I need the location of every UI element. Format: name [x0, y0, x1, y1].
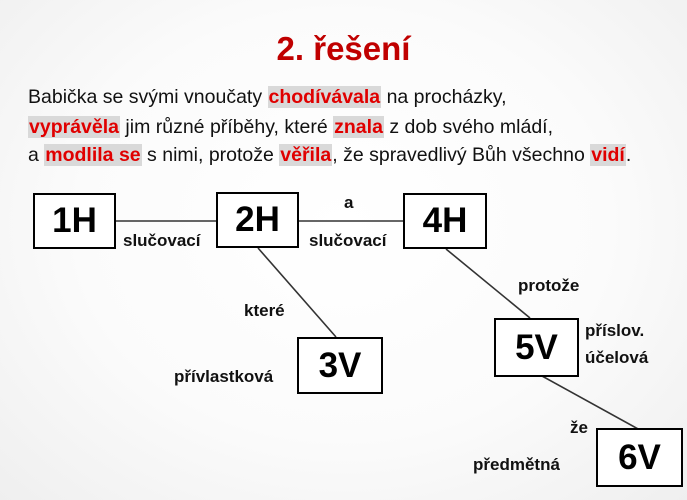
relation-label-2h-4h: slučovací [309, 231, 387, 250]
sentence-text: na procházky, [381, 86, 507, 108]
sentence-text: s nimi, protože [141, 144, 280, 166]
connector-5v-6v [542, 376, 640, 430]
clause-box-5v: 5V [494, 318, 579, 377]
sentence-text: z dob svého mládí, [383, 116, 554, 138]
clause-box-1h: 1H [33, 193, 116, 249]
clause-box-6v: 6V [596, 428, 683, 487]
clause-box-3v: 3V [297, 337, 383, 394]
conjunction-label-ze: že [570, 418, 588, 437]
highlighted-verb: chodívávala [268, 86, 381, 108]
connector-2h-3v [258, 248, 336, 337]
sentence-text: , že spravedlivý Bůh všechno [332, 144, 591, 166]
relation-label-5v-line2: účelová [585, 348, 649, 367]
highlighted-verb: vidí [591, 144, 625, 166]
relation-label-5v-line1: příslov. [585, 321, 645, 340]
sentence-text: a [28, 144, 45, 166]
relation-label-3v: přívlastková [174, 367, 274, 386]
slide-title: 2. řešení [276, 30, 411, 67]
sentence-text: Babička se svými vnoučaty [28, 86, 268, 108]
sentence-text: jim různé příběhy, které [120, 116, 334, 138]
clause-box-2h: 2H [216, 192, 299, 248]
conjunction-label-ktere: které [244, 301, 285, 320]
sentence-text: . [625, 144, 632, 166]
clause-box-4h: 4H [403, 193, 487, 249]
relation-label-6v: předmětná [473, 455, 560, 474]
relation-label-1h-2h: slučovací [123, 231, 201, 250]
highlighted-verb: modlila se [45, 144, 141, 166]
conjunction-label-a: a [344, 193, 354, 212]
highlighted-verb: vyprávěla [29, 116, 119, 138]
conjunction-label-protoze: protože [518, 276, 580, 295]
highlighted-verb: znala [334, 116, 383, 138]
highlighted-verb: věřila [280, 144, 332, 166]
